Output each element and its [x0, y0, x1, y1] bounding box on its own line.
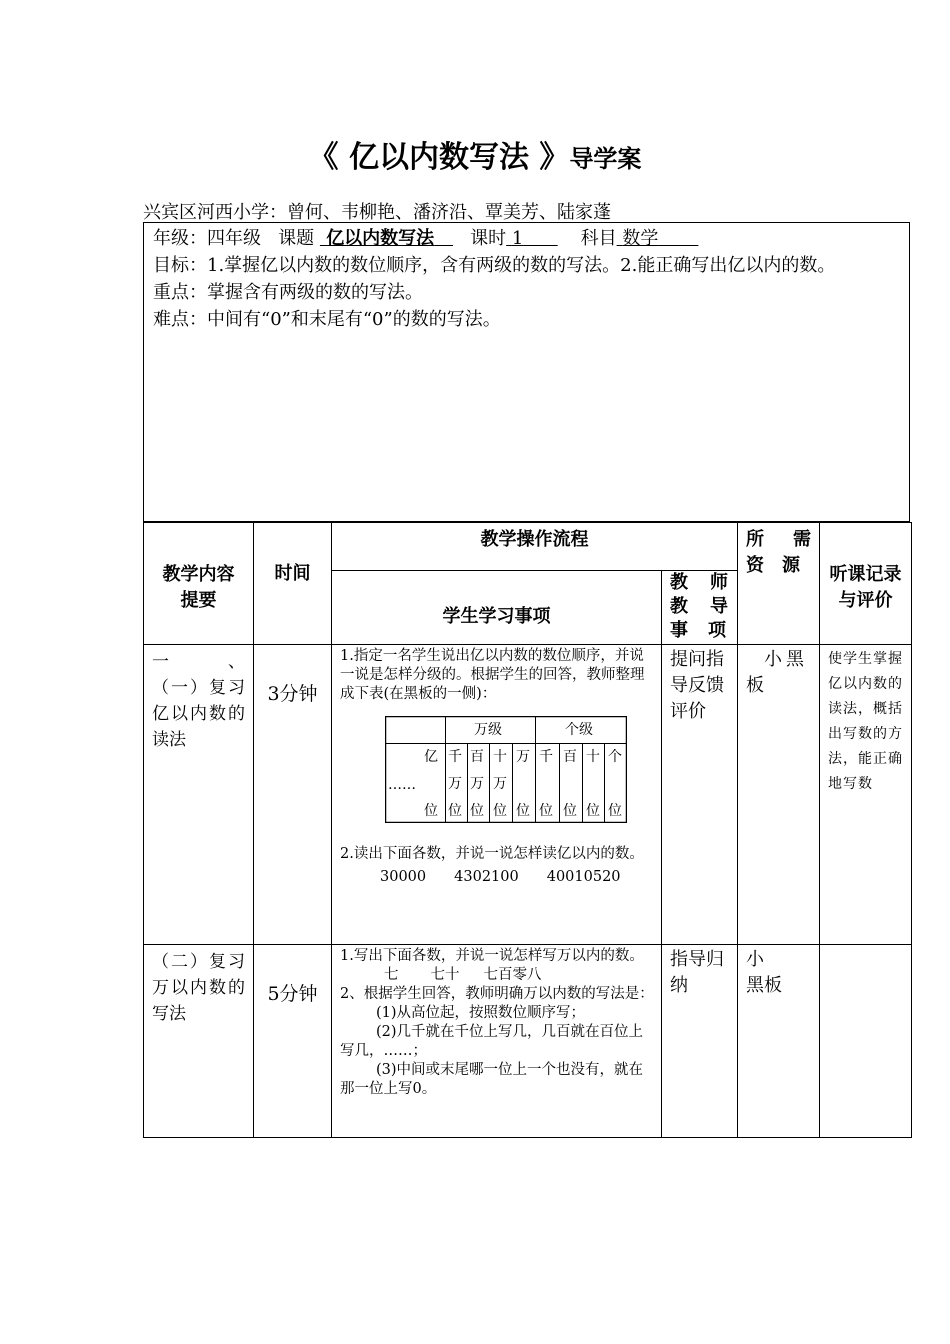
row2-student-item-2: 2、根据学生回答，教师明确万以内数的写法是：	[340, 986, 654, 1002]
row1-numbers	[340, 868, 657, 887]
place-shi-1: 十	[586, 749, 600, 765]
header-resources: 所 需资 源	[738, 523, 820, 645]
place-baiwan-3: 位	[470, 803, 484, 819]
header-flow: 教学操作流程	[332, 523, 738, 571]
header-teacher: 教 师教 导事 项	[662, 571, 738, 645]
place-value-table	[385, 716, 627, 823]
title-sub: 导学案	[569, 144, 642, 173]
subject-label: 科目	[580, 228, 617, 249]
topic-value: 亿以内数写法	[326, 228, 435, 249]
subject-value: 数学	[622, 228, 659, 249]
row2-time: 5分钟	[254, 945, 332, 1138]
row2-student-item-1: 1.写出下面各数，并说一说怎样写万以内的数。	[340, 948, 644, 964]
place-baiwan-1: 百	[470, 749, 484, 765]
level-ge: 个级	[565, 722, 593, 738]
cn-number-3: 七百零八	[483, 967, 542, 983]
header-student: 学生学习事项	[332, 571, 662, 645]
header-record: 听课记录与评价	[820, 523, 912, 645]
place-dots: ……	[388, 777, 416, 793]
header-time: 时间	[254, 523, 332, 645]
place-qianwan-3: 位	[448, 803, 462, 819]
goal-text: 目标：1.掌握亿以内数的数位顺序，含有两级的数的写法。2.能正确写出亿以内的数。	[153, 255, 836, 276]
place-ge-1: 个	[608, 749, 622, 765]
row1-student	[332, 645, 662, 945]
row1-teacher: 提问指导反馈评价	[662, 645, 738, 945]
place-shiwan-3: 位	[493, 803, 507, 819]
lesson-info	[153, 225, 905, 333]
title-main: 《 亿以内数写法 》	[308, 140, 570, 175]
row2-record	[820, 945, 912, 1138]
row2-numbers	[340, 966, 657, 985]
period-label: 课时	[470, 228, 507, 249]
place-bai-1: 百	[563, 749, 577, 765]
table-row	[144, 645, 912, 945]
place-yi-1: 亿	[424, 749, 438, 765]
row1-record: 使学生掌握亿以内数的读法，概括出写数的方法，能正确地写数	[820, 645, 912, 945]
row2-resources: 小 黑板	[738, 945, 820, 1138]
page-title	[0, 132, 950, 176]
row2-content: （二）复习万以内数的写法	[144, 945, 254, 1138]
authors-line: 兴宾区河西小学：曾何、韦柳艳、潘济沿、覃美芳、陆家蓬	[143, 202, 611, 223]
row2-step-3: (3)中间或末尾哪一位上一个也没有，就在那一位上写0。	[340, 1062, 644, 1097]
level-wan: 万级	[474, 722, 502, 738]
row1-time: 3分钟	[254, 645, 332, 945]
place-ge-3: 位	[608, 803, 622, 819]
place-shiwan-2: 万	[493, 776, 507, 792]
place-baiwan-2: 万	[470, 776, 484, 792]
place-wan-1: 万	[516, 749, 530, 765]
row1-student-item-1: 1.指定一名学生说出亿以内数的数位顺序，并说一说是怎样分级的。根据学生的回答，教师整理成下表(在黑板的一侧)：	[340, 648, 645, 702]
row2-teacher: 指导归纳	[662, 945, 738, 1138]
header-row-1	[144, 523, 912, 571]
header-content: 教学内容提要	[144, 523, 254, 645]
row2-step-2: (2)几千就在千位上写几，几百就在百位上写几，……；	[340, 1024, 644, 1059]
period-value: 1	[511, 228, 524, 249]
row1-resources: 小黑板	[738, 645, 820, 945]
place-bai-3: 位	[563, 803, 577, 819]
place-yi-3: 位	[424, 803, 438, 819]
place-qian-1: 千	[539, 749, 553, 765]
meta-line	[153, 225, 905, 252]
place-shiwan-1: 十	[493, 749, 507, 765]
lesson-flow-table	[143, 522, 912, 1138]
place-wan-3: 位	[516, 803, 530, 819]
place-qianwan-2: 万	[448, 776, 462, 792]
key-point-text: 重点：掌握含有两级的数的写法。	[153, 282, 423, 303]
cn-number-1: 七	[384, 967, 399, 983]
row1-content: 一 、（一）复习亿以内数的读法	[144, 645, 254, 945]
place-qian-3: 位	[539, 803, 553, 819]
row1-student-item-2: 2.读出下面各数，并说一说怎样读亿以内的数。	[340, 846, 644, 862]
place-shi-3: 位	[586, 803, 600, 819]
place-qianwan-1: 千	[448, 749, 462, 765]
topic-label: 课题	[278, 228, 315, 249]
difficulty-text: 难点：中间有“0”和末尾有“0”的数的写法。	[153, 309, 501, 330]
lesson-info-box	[143, 222, 910, 522]
grade-label: 年级：四年级	[153, 228, 261, 249]
number-3: 40010520	[546, 869, 621, 885]
row2-step-1: (1)从高位起，按照数位顺序写；	[376, 1005, 586, 1021]
row2-student	[332, 945, 662, 1138]
number-1: 30000	[380, 869, 427, 885]
table-row	[144, 945, 912, 1138]
cn-number-2: 七十	[430, 967, 460, 983]
number-2: 4302100	[454, 869, 519, 885]
